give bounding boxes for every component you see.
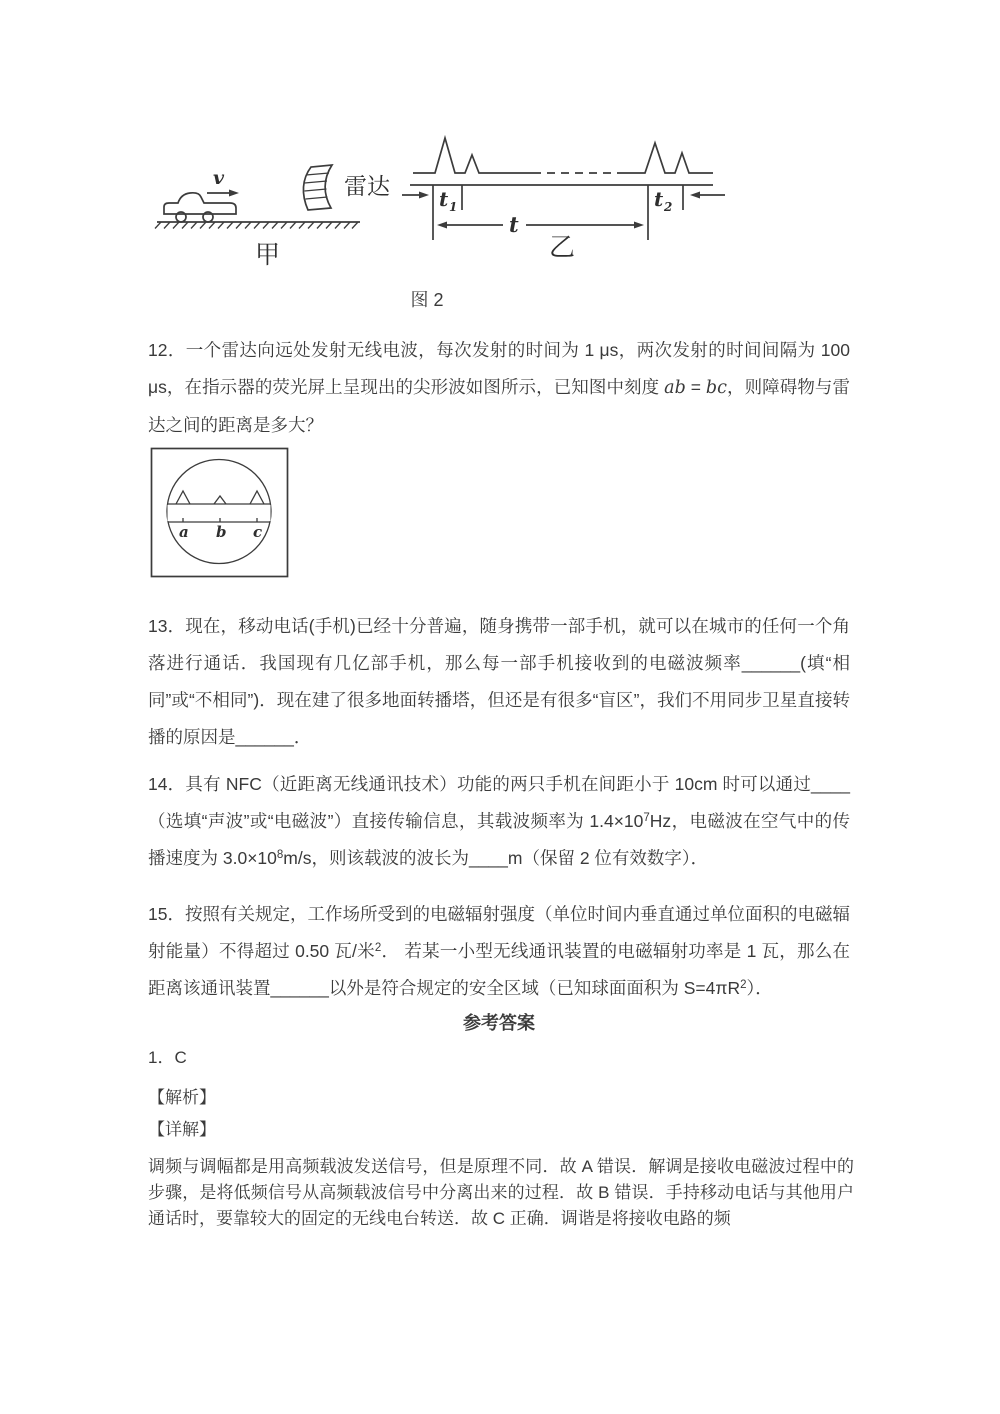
q15-text-2: ． 若某一小型无线通讯装置的电磁辐射功率是 1 瓦，那么在距离该通讯装置______以外是符合规定的安全区域（已知球面面积为 S=4πR xyxy=(148,941,850,998)
label-t2-sub: 2 xyxy=(664,200,673,214)
scope-label-a: a xyxy=(179,523,189,541)
question-14 xyxy=(148,766,850,877)
explanation-text: 调频与调幅都是用高频载波发送信号，但是原理不同．故 A 错误．解调是接收电磁波过程中的步骤，是将低频信号从高频载波信号中分离出来的过程．故 B 错误．手持移动电话与其他用户通话时，要靠较大的固定的无线电台转送．故 C 正确．调谐是将接收电路的频 xyxy=(148,1157,854,1228)
question-12 xyxy=(148,332,850,444)
label-yi: 乙 xyxy=(549,232,576,262)
figure-caption: 图 2 xyxy=(410,290,444,310)
velocity-label: v xyxy=(213,167,225,189)
velocity-arrow-icon xyxy=(207,190,239,197)
q12-var-ab: ab xyxy=(664,378,686,398)
q12-text-end: ，则障碍物与雷达之间的距离是多大？ xyxy=(148,377,850,435)
label-radar: 雷达 xyxy=(344,173,390,199)
answer-item-1: 1．C xyxy=(148,1048,187,1067)
q12-text: 12．一个雷达向远处发射无线电波，每次发射的时间为 1 μs，两次发射的时间间隔为 100 μs，在指示器的荧光屏上呈现出的尖形波如图所示，已知图中刻度 xyxy=(148,340,850,397)
label-t: t xyxy=(509,212,519,237)
radar-dish-icon xyxy=(303,165,332,210)
question-13 xyxy=(148,608,850,756)
radar-figure xyxy=(145,122,745,267)
scope-label-c: c xyxy=(253,523,263,541)
q14-superscript-8: 8 xyxy=(276,849,284,861)
q15-superscript-2a: 2 xyxy=(374,942,382,954)
q15-superscript-2b: 2 xyxy=(740,979,747,991)
q12-var-bc: bc xyxy=(705,378,727,398)
q12-equals: = xyxy=(685,377,706,397)
ground-line xyxy=(155,222,360,229)
pulse-waveform xyxy=(402,138,725,240)
q14-text-3: m/s，则该载波的波长为____m（保留 2 位有效数字）． xyxy=(283,848,709,868)
scope-label-b: b xyxy=(216,523,227,541)
oscilloscope-figure xyxy=(150,447,290,579)
q14-superscript-7: 7 xyxy=(643,812,650,824)
q15-text-1: 15．按照有关规定，工作场所受到的电磁辐射强度（单位时间内垂直通过单位面积的电磁辐射能量）不得超过 0.50 瓦/米 xyxy=(148,904,850,961)
label-t1: t xyxy=(439,187,449,211)
question-15 xyxy=(148,896,850,1007)
detail-label: 【详解】 xyxy=(148,1120,216,1139)
explanation-paragraph xyxy=(148,1154,854,1232)
answer-key-heading: 参考答案 xyxy=(463,1013,535,1033)
car-icon xyxy=(164,193,236,222)
q13-text: 13．现在，移动电话(手机)已经十分普遍，随身携带一部手机，就可以在城市的任何一个角落进行通话．我国现有几亿部手机，那么每一部手机接收到的电磁波频率______(填“相同”或“不相同”)．现在建了很多地面转播塔，但还是有很多“盲区”，我们不用同步卫星直接转播的原因是______． xyxy=(148,616,850,747)
q14-text-1: 14．具有 NFC（近距离无线通讯技术）功能的两只手机在间距小于 10cm 时可以通过____（选填“声波”或“电磁波”）直接传输信息，其载波频率为 1.4×10 xyxy=(148,774,850,831)
analysis-label: 【解析】 xyxy=(148,1088,216,1107)
label-jia: 甲 xyxy=(255,241,281,267)
q14-text-2: Hz，电磁波在空气中的传播速度为 3.0×10 xyxy=(148,811,851,868)
q15-text-3: ）． xyxy=(746,978,773,998)
label-t2: t xyxy=(654,187,664,211)
label-t1-sub: 1 xyxy=(449,200,458,214)
